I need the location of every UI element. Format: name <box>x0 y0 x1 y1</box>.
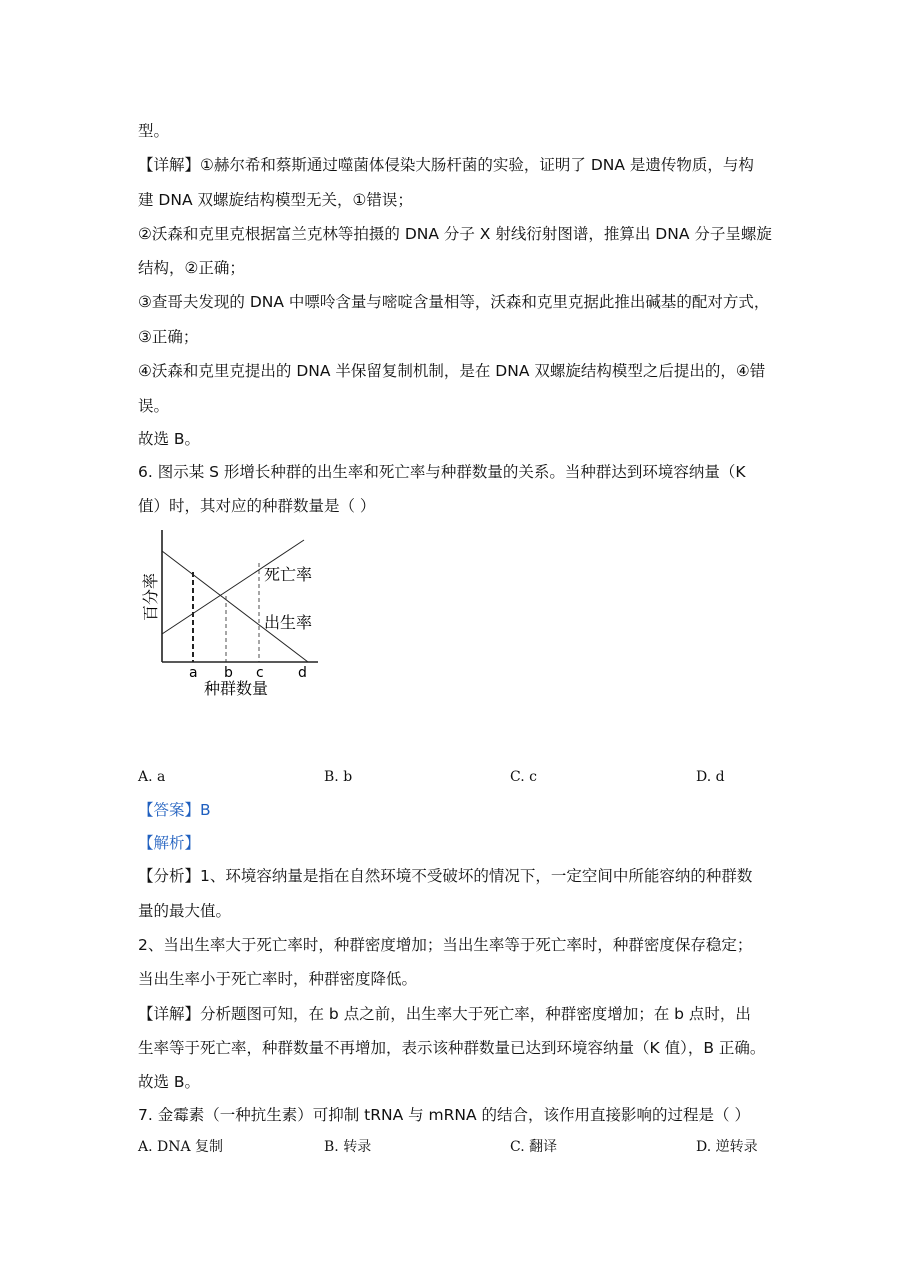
analysis-line: 故选 B。 <box>138 1073 201 1091</box>
analysis-label: 【解析】 <box>138 834 201 852</box>
text-line: 【详解】①赫尔希和蔡斯通过噬菌体侵染大肠杆菌的实验，证明了 DNA 是遗传物质，与构 <box>138 156 754 174</box>
x-axis-label: 种群数量 <box>204 679 269 698</box>
text-line: ③查哥夫发现的 DNA 中嘌呤含量与嘧啶含量相等，沃森和克里克据此推出碱基的配对方式， <box>138 293 770 311</box>
text-line: 故选 B。 <box>138 430 201 448</box>
tick-a: a <box>189 665 198 681</box>
y-axis-label: 百分率 <box>141 572 160 621</box>
option-a[interactable]: A. a <box>138 769 166 785</box>
text-line: 型。 <box>138 122 170 140</box>
q7-option-c[interactable]: C. 翻译 <box>510 1139 558 1155</box>
text-line: ④沃森和克里克提出的 DNA 半保留复制机制，是在 DNA 双螺旋结构模型之后提出的，④错 <box>138 362 766 380</box>
question-6-stem: 6. 图示某 S 形增长种群的出生率和死亡率与种群数量的关系。当种群达到环境容纳量（K <box>138 463 746 481</box>
text-line: ②沃森和克里克根据富兰克林等拍摄的 DNA 分子 X 射线衍射图谱，推算出 DNA 分子呈螺旋 <box>138 225 772 243</box>
tick-b: b <box>224 665 233 681</box>
text-line: ③正确； <box>138 328 199 346</box>
option-b[interactable]: B. b <box>324 769 353 785</box>
text-line: 结构，②正确； <box>138 259 245 277</box>
option-c[interactable]: C. c <box>510 769 537 785</box>
tick-c: c <box>256 665 264 681</box>
analysis-line: 【分析】1、环境容纳量是指在自然环境不受破坏的情况下，一定空间中所能容纳的种群数 <box>138 867 753 885</box>
q7-option-d[interactable]: D. 逆转录 <box>696 1139 758 1155</box>
birth-rate-label: 出生率 <box>264 613 313 632</box>
question-6-stem-cont: 值）时，其对应的种群数量是（ ） <box>138 497 376 515</box>
death-rate-label: 死亡率 <box>264 565 313 584</box>
tick-d: d <box>298 665 307 681</box>
analysis-line: 量的最大值。 <box>138 902 232 920</box>
analysis-line: 生率等于死亡率，种群数量不再增加，表示该种群数量已达到环境容纳量（K 值），B 正确。 <box>138 1039 766 1057</box>
population-rate-figure <box>138 525 338 705</box>
analysis-line: 【详解】分析题图可知，在 b 点之前，出生率大于死亡率，种群密度增加；在 b 点时，出 <box>138 1005 751 1023</box>
q7-option-a[interactable]: A. DNA 复制 <box>138 1139 224 1155</box>
option-d[interactable]: D. d <box>696 769 725 785</box>
analysis-line: 2、当出生率大于死亡率时，种群密度增加；当出生率等于死亡率时，种群密度保存稳定； <box>138 936 753 954</box>
analysis-line: 当出生率小于死亡率时，种群密度降低。 <box>138 970 418 988</box>
text-line: 建 DNA 双螺旋结构模型无关，①错误； <box>138 191 413 209</box>
text-line: 误。 <box>138 397 170 415</box>
q7-option-b[interactable]: B. 转录 <box>324 1139 372 1155</box>
question-7-stem: 7. 金霉素（一种抗生素）可抑制 tRNA 与 mRNA 的结合，该作用直接影响的过程是（ ） <box>138 1106 750 1124</box>
answer-label: 【答案】B <box>138 801 211 819</box>
